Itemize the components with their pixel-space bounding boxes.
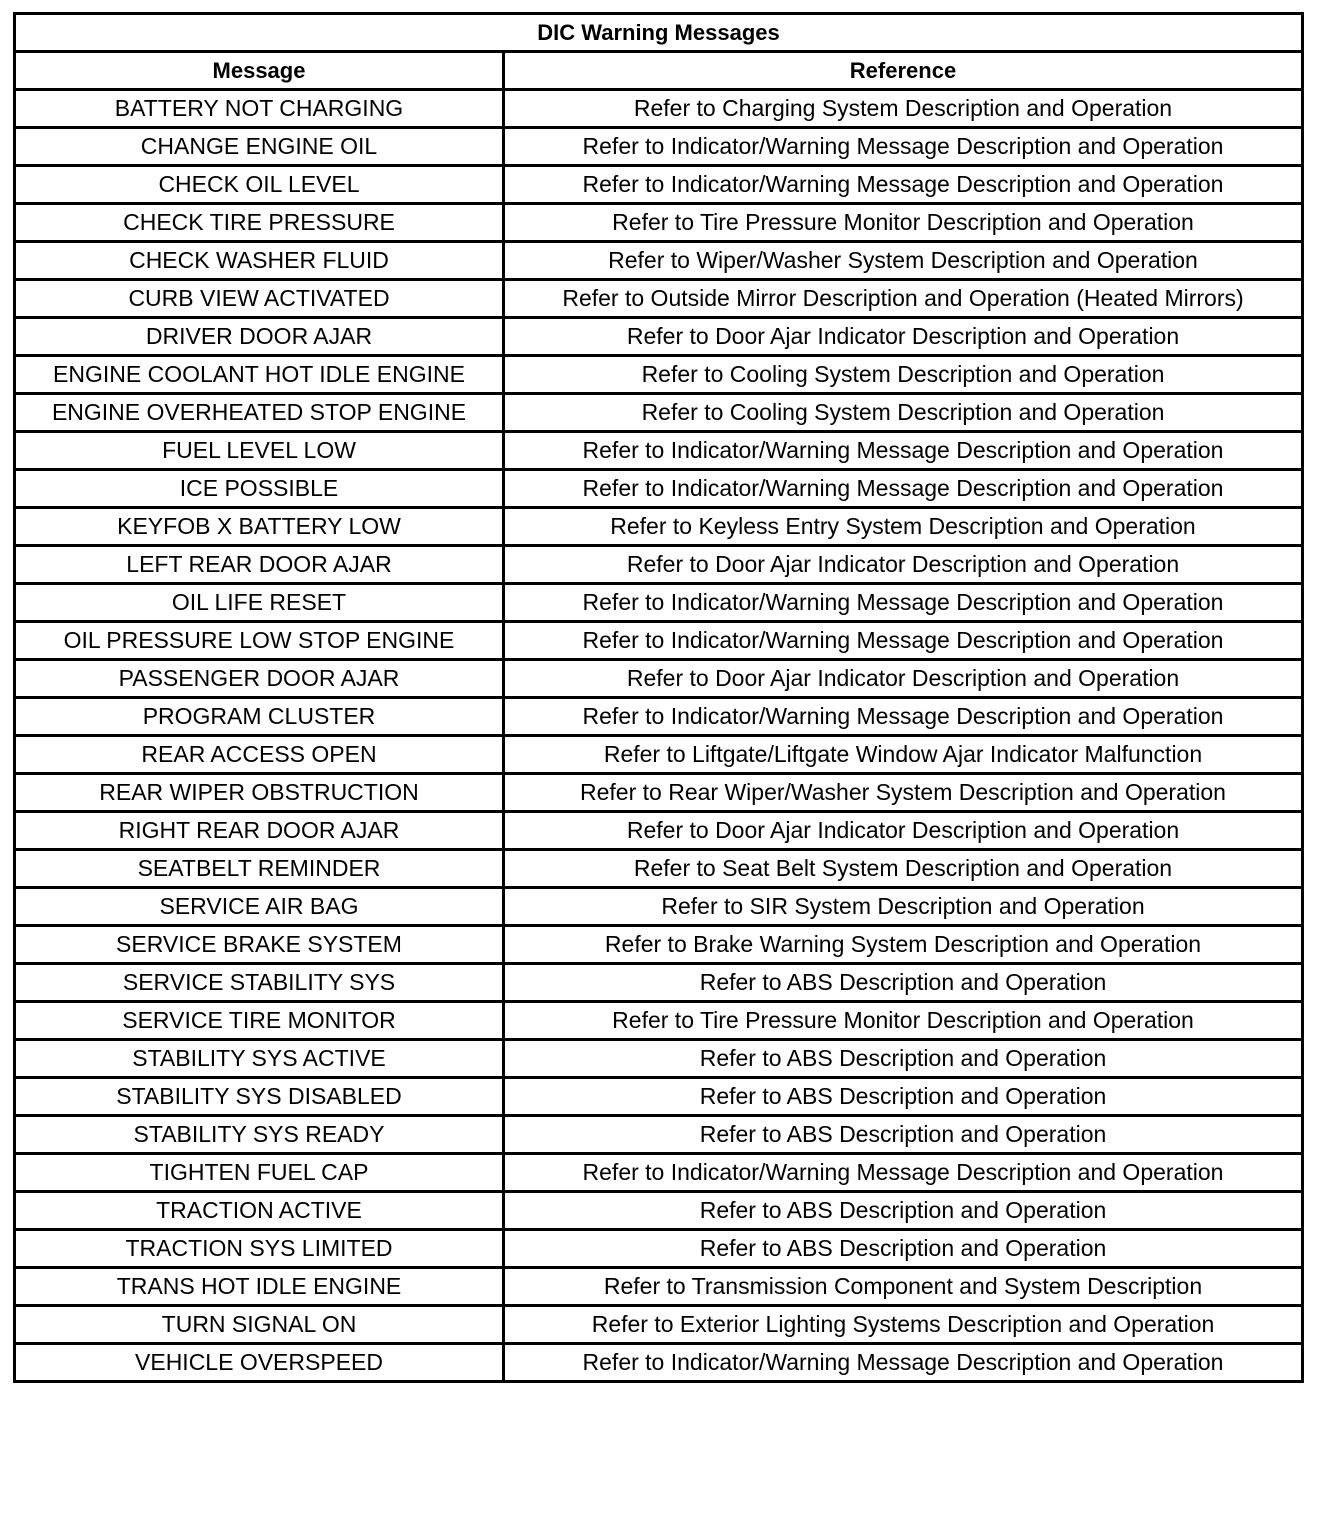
message-cell: CHECK WASHER FLUID [15, 242, 504, 280]
table-title: DIC Warning Messages [15, 14, 1303, 52]
message-cell: SEATBELT REMINDER [15, 850, 504, 888]
table-row [15, 90, 1303, 128]
table-row [15, 850, 1303, 888]
table-row [15, 1230, 1303, 1268]
table-row [15, 1192, 1303, 1230]
reference-cell: Refer to Rear Wiper/Washer System Description and Operation [504, 774, 1303, 812]
reference-cell: Refer to Indicator/Warning Message Description and Operation [504, 432, 1303, 470]
reference-cell: Refer to Keyless Entry System Description and Operation [504, 508, 1303, 546]
table-row [15, 166, 1303, 204]
reference-cell: Refer to Transmission Component and System Description [504, 1268, 1303, 1306]
message-cell: SERVICE TIRE MONITOR [15, 1002, 504, 1040]
message-cell: CHECK OIL LEVEL [15, 166, 504, 204]
message-cell: CURB VIEW ACTIVATED [15, 280, 504, 318]
table-row [15, 964, 1303, 1002]
message-cell: PROGRAM CLUSTER [15, 698, 504, 736]
table-row [15, 774, 1303, 812]
message-cell: SERVICE AIR BAG [15, 888, 504, 926]
table-row [15, 736, 1303, 774]
message-cell: TRACTION SYS LIMITED [15, 1230, 504, 1268]
reference-cell: Refer to Indicator/Warning Message Description and Operation [504, 1154, 1303, 1192]
message-cell: CHECK TIRE PRESSURE [15, 204, 504, 242]
message-cell: REAR ACCESS OPEN [15, 736, 504, 774]
reference-cell: Refer to Cooling System Description and Operation [504, 394, 1303, 432]
message-cell: KEYFOB X BATTERY LOW [15, 508, 504, 546]
table-row [15, 888, 1303, 926]
message-cell: STABILITY SYS DISABLED [15, 1078, 504, 1116]
reference-cell: Refer to ABS Description and Operation [504, 1230, 1303, 1268]
reference-cell: Refer to Charging System Description and Operation [504, 90, 1303, 128]
table-row [15, 1344, 1303, 1382]
table-row [15, 660, 1303, 698]
column-header-reference: Reference [504, 52, 1303, 90]
reference-cell: Refer to Tire Pressure Monitor Description and Operation [504, 1002, 1303, 1040]
message-cell: TURN SIGNAL ON [15, 1306, 504, 1344]
reference-cell: Refer to Indicator/Warning Message Description and Operation [504, 128, 1303, 166]
table-row [15, 470, 1303, 508]
table-row [15, 812, 1303, 850]
table-header-row [15, 52, 1303, 90]
reference-cell: Refer to Indicator/Warning Message Description and Operation [504, 470, 1303, 508]
table-row [15, 1116, 1303, 1154]
dic-warning-messages-table [13, 12, 1304, 1383]
message-cell: ENGINE COOLANT HOT IDLE ENGINE [15, 356, 504, 394]
message-cell: VEHICLE OVERSPEED [15, 1344, 504, 1382]
table-row [15, 242, 1303, 280]
reference-cell: Refer to Exterior Lighting Systems Description and Operation [504, 1306, 1303, 1344]
message-cell: TRANS HOT IDLE ENGINE [15, 1268, 504, 1306]
table-row [15, 1002, 1303, 1040]
table-row [15, 1154, 1303, 1192]
table-row [15, 1078, 1303, 1116]
message-cell: BATTERY NOT CHARGING [15, 90, 504, 128]
table-row [15, 432, 1303, 470]
table-row [15, 1040, 1303, 1078]
reference-cell: Refer to Seat Belt System Description and Operation [504, 850, 1303, 888]
reference-cell: Refer to ABS Description and Operation [504, 1078, 1303, 1116]
table-title-row [15, 14, 1303, 52]
table-row [15, 356, 1303, 394]
message-cell: ICE POSSIBLE [15, 470, 504, 508]
reference-cell: Refer to Door Ajar Indicator Description and Operation [504, 546, 1303, 584]
reference-cell: Refer to Liftgate/Liftgate Window Ajar Indicator Malfunction [504, 736, 1303, 774]
reference-cell: Refer to Cooling System Description and Operation [504, 356, 1303, 394]
message-cell: SERVICE STABILITY SYS [15, 964, 504, 1002]
reference-cell: Refer to Brake Warning System Description and Operation [504, 926, 1303, 964]
reference-cell: Refer to Door Ajar Indicator Description and Operation [504, 660, 1303, 698]
reference-cell: Refer to Outside Mirror Description and Operation (Heated Mirrors) [504, 280, 1303, 318]
table-row [15, 508, 1303, 546]
reference-cell: Refer to Indicator/Warning Message Description and Operation [504, 698, 1303, 736]
message-cell: DRIVER DOOR AJAR [15, 318, 504, 356]
reference-cell: Refer to ABS Description and Operation [504, 1040, 1303, 1078]
table-row [15, 622, 1303, 660]
message-cell: ENGINE OVERHEATED STOP ENGINE [15, 394, 504, 432]
reference-cell: Refer to Door Ajar Indicator Description and Operation [504, 812, 1303, 850]
message-cell: SERVICE BRAKE SYSTEM [15, 926, 504, 964]
table-row [15, 1306, 1303, 1344]
reference-cell: Refer to Indicator/Warning Message Description and Operation [504, 584, 1303, 622]
reference-cell: Refer to Wiper/Washer System Description and Operation [504, 242, 1303, 280]
message-cell: RIGHT REAR DOOR AJAR [15, 812, 504, 850]
table-row [15, 280, 1303, 318]
reference-cell: Refer to Tire Pressure Monitor Description and Operation [504, 204, 1303, 242]
reference-cell: Refer to ABS Description and Operation [504, 1116, 1303, 1154]
table-row [15, 584, 1303, 622]
table-row [15, 204, 1303, 242]
table-row [15, 128, 1303, 166]
reference-cell: Refer to ABS Description and Operation [504, 964, 1303, 1002]
reference-cell: Refer to ABS Description and Operation [504, 1192, 1303, 1230]
message-cell: TIGHTEN FUEL CAP [15, 1154, 504, 1192]
table-row [15, 1268, 1303, 1306]
message-cell: OIL LIFE RESET [15, 584, 504, 622]
reference-cell: Refer to Indicator/Warning Message Description and Operation [504, 166, 1303, 204]
message-cell: CHANGE ENGINE OIL [15, 128, 504, 166]
message-cell: STABILITY SYS ACTIVE [15, 1040, 504, 1078]
table-body [15, 90, 1303, 1382]
table-row [15, 546, 1303, 584]
table-row [15, 394, 1303, 432]
message-cell: OIL PRESSURE LOW STOP ENGINE [15, 622, 504, 660]
table-row [15, 926, 1303, 964]
table-row [15, 318, 1303, 356]
reference-cell: Refer to Indicator/Warning Message Description and Operation [504, 1344, 1303, 1382]
reference-cell: Refer to SIR System Description and Operation [504, 888, 1303, 926]
message-cell: REAR WIPER OBSTRUCTION [15, 774, 504, 812]
message-cell: FUEL LEVEL LOW [15, 432, 504, 470]
message-cell: STABILITY SYS READY [15, 1116, 504, 1154]
message-cell: LEFT REAR DOOR AJAR [15, 546, 504, 584]
table-row [15, 698, 1303, 736]
message-cell: PASSENGER DOOR AJAR [15, 660, 504, 698]
column-header-message: Message [15, 52, 504, 90]
message-cell: TRACTION ACTIVE [15, 1192, 504, 1230]
reference-cell: Refer to Door Ajar Indicator Description and Operation [504, 318, 1303, 356]
reference-cell: Refer to Indicator/Warning Message Description and Operation [504, 622, 1303, 660]
